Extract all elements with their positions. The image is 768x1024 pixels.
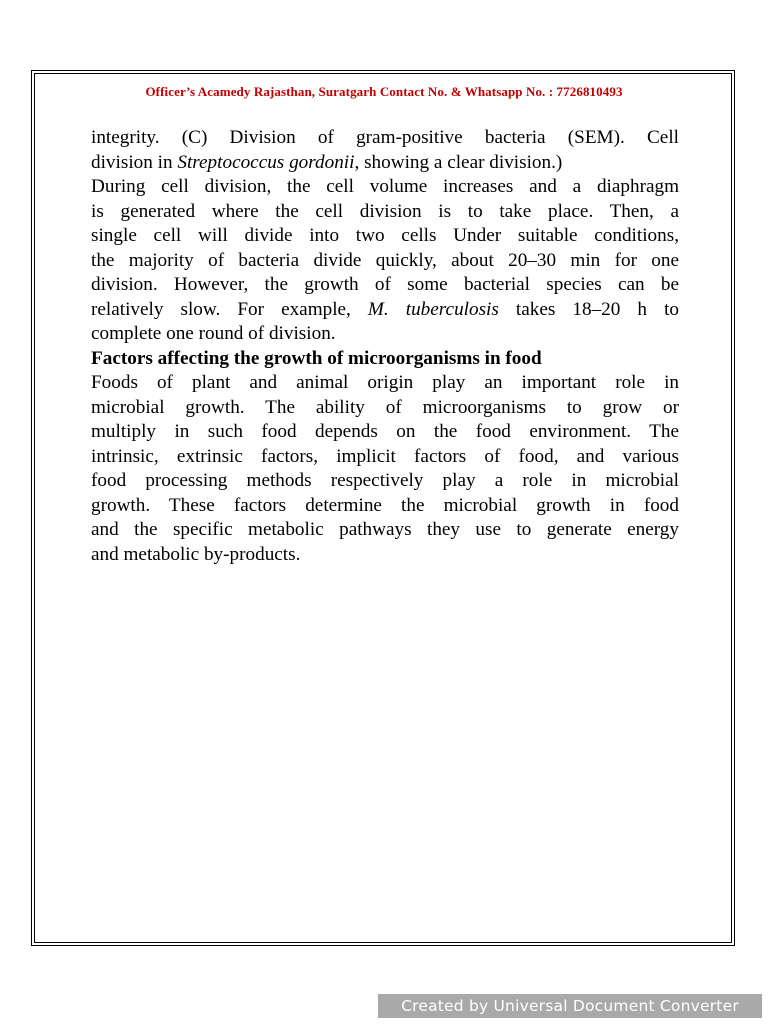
text-line: division. However, the growth of some bacterial species can be — [91, 274, 679, 295]
text-line — [91, 298, 679, 323]
text-line: and the specific metabolic pathways they use to generate energy — [91, 519, 679, 540]
text-line: growth. These factors determine the microbial growth in food — [91, 494, 679, 516]
text-line: food processing methods respectively play a role in microbial — [91, 470, 679, 491]
species-name-italic: Streptococcus gordonii — [177, 151, 355, 173]
text-line: microbial growth. The ability of microorganisms to grow or — [91, 396, 679, 418]
text-fragment: relatively slow. For example, — [91, 298, 368, 320]
text-line: During cell division, the cell volume increases and a diaphragm — [91, 176, 679, 197]
text-fragment: , showing a clear division.) — [354, 151, 563, 173]
text-line: Foods of plant and animal origin play an important role in — [91, 372, 679, 393]
section-heading: Factors affecting the growth of microorganisms in food — [91, 347, 542, 369]
converter-watermark: Created by Universal Document Converter — [378, 994, 762, 1018]
text-fragment: takes 18–20 h to — [498, 298, 679, 320]
text-line: single cell will divide into two cells Under suitable conditions, — [91, 225, 679, 246]
text-line: integrity. (C) Division of gram-positive bacteria (SEM). Cell — [91, 127, 679, 148]
text-line: multiply in such food depends on the food environment. The — [91, 421, 679, 442]
document-body — [91, 126, 679, 567]
text-line: the majority of bacteria divide quickly, about 20–30 min for one — [91, 249, 679, 271]
text-line — [91, 151, 679, 176]
text-line: is generated where the cell division is to take place. Then, a — [91, 200, 679, 222]
text-fragment: division in — [91, 151, 178, 173]
header-contact-line: Officer’s Acamedy Rajasthan, Suratgarh Contact No. & Whatsapp No. : 7726810493 — [145, 84, 623, 99]
species-name-italic: M. tuberculosis — [367, 298, 499, 320]
text-line: complete one round of division. — [91, 323, 336, 344]
text-line: and metabolic by-products. — [91, 543, 301, 565]
text-line: intrinsic, extrinsic factors, implicit factors of food, and various — [91, 445, 679, 467]
